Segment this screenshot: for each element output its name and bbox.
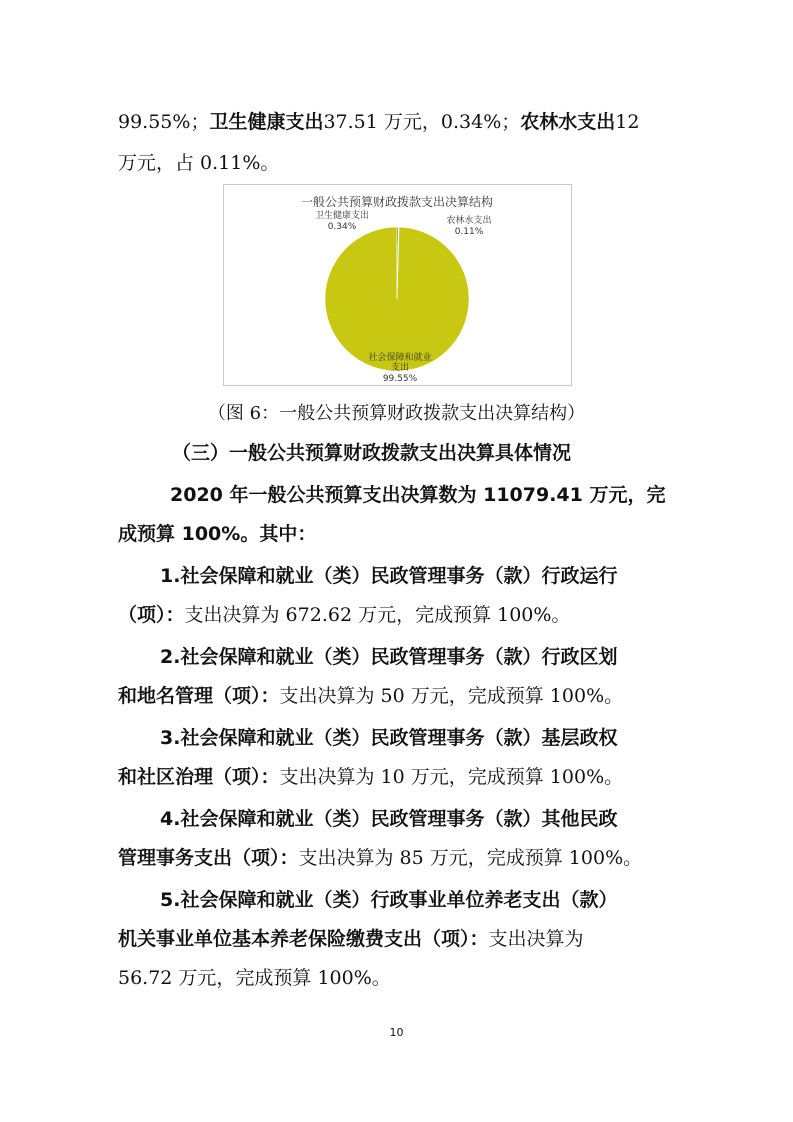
slice-percent-agri: 0.11% xyxy=(454,227,484,237)
item-2-bold: 和地名管理（项）： xyxy=(118,685,280,707)
intro-text: 99.55%； xyxy=(118,111,210,133)
item-5-line-3: 56.72 万元，完成预算 100%。 xyxy=(118,967,391,989)
intro-bold-agri: 农林水支出 xyxy=(520,111,616,133)
item-1-text: 支出决算为 672.62 万元，完成预算 100%。 xyxy=(184,604,571,626)
figure-caption: （图 6：一般公共预算财政拨款支出决算结构） xyxy=(207,403,586,424)
item-5-bold: 机关事业单位基本养老保险缴费支出（项）： xyxy=(118,928,489,950)
item-1-line-1: 1.社会保障和就业（类）民政管理事务（款）行政运行 xyxy=(160,565,618,587)
slice-percent-social: 99.55% xyxy=(382,374,418,384)
pie-chart xyxy=(223,184,572,386)
intro-bold-health: 卫生健康支出 xyxy=(209,111,324,133)
item-4-text: 支出决算为 85 万元，完成预算 100%。 xyxy=(298,847,643,869)
item-2-line-2 xyxy=(118,684,623,708)
item-4-line-1: 4.社会保障和就业（类）民政管理事务（款）其他民政 xyxy=(160,808,618,830)
slice-label-health: 卫生健康支出 xyxy=(314,211,370,221)
intro-text: 12 xyxy=(615,111,640,133)
item-5-line-2 xyxy=(118,927,584,951)
item-3-text: 支出决算为 10 万元，完成预算 100%。 xyxy=(279,766,624,788)
slice-label-agri: 农林水支出 xyxy=(446,216,492,226)
item-2-line-1: 2.社会保障和就业（类）民政管理事务（款）行政区划 xyxy=(160,646,618,668)
chart-title: 一般公共预算财政拨款支出决算结构 xyxy=(300,195,494,209)
intro-line-2: 万元，占 0.11%。 xyxy=(118,152,280,174)
summary-line-2: 成预算 100%。其中： xyxy=(118,523,317,545)
item-2-text: 支出决算为 50 万元，完成预算 100%。 xyxy=(279,685,624,707)
item-5-text: 支出决算为 xyxy=(488,928,584,950)
item-1-bold: （项）： xyxy=(118,604,185,626)
item-3-line-1: 3.社会保障和就业（类）民政管理事务（款）基层政权 xyxy=(160,727,618,749)
slice-label-social-line1: 社会保障和就业 xyxy=(368,353,432,363)
item-3-bold: 和社区治理（项）： xyxy=(118,766,280,788)
pie-chart-svg xyxy=(224,185,571,385)
intro-line-1 xyxy=(118,110,639,134)
item-5-line-1: 5.社会保障和就业（类）行政事业单位养老支出（款） xyxy=(160,889,618,911)
section-heading: （三）一般公共预算财政拨款支出决算具体情况 xyxy=(172,442,572,464)
item-1-line-2 xyxy=(118,603,570,627)
item-4-bold: 管理事务支出（项）： xyxy=(118,847,299,869)
intro-text: 37.51 万元，0.34%； xyxy=(323,111,521,133)
page-number: 10 xyxy=(389,1026,404,1039)
summary-line-1: 2020 年一般公共预算支出决算数为 11079.41 万元，完 xyxy=(170,484,666,506)
item-3-line-2 xyxy=(118,765,623,789)
slice-label-social-line2: 支出 xyxy=(390,363,410,373)
slice-percent-health: 0.34% xyxy=(327,222,357,232)
item-4-line-2 xyxy=(118,846,642,870)
